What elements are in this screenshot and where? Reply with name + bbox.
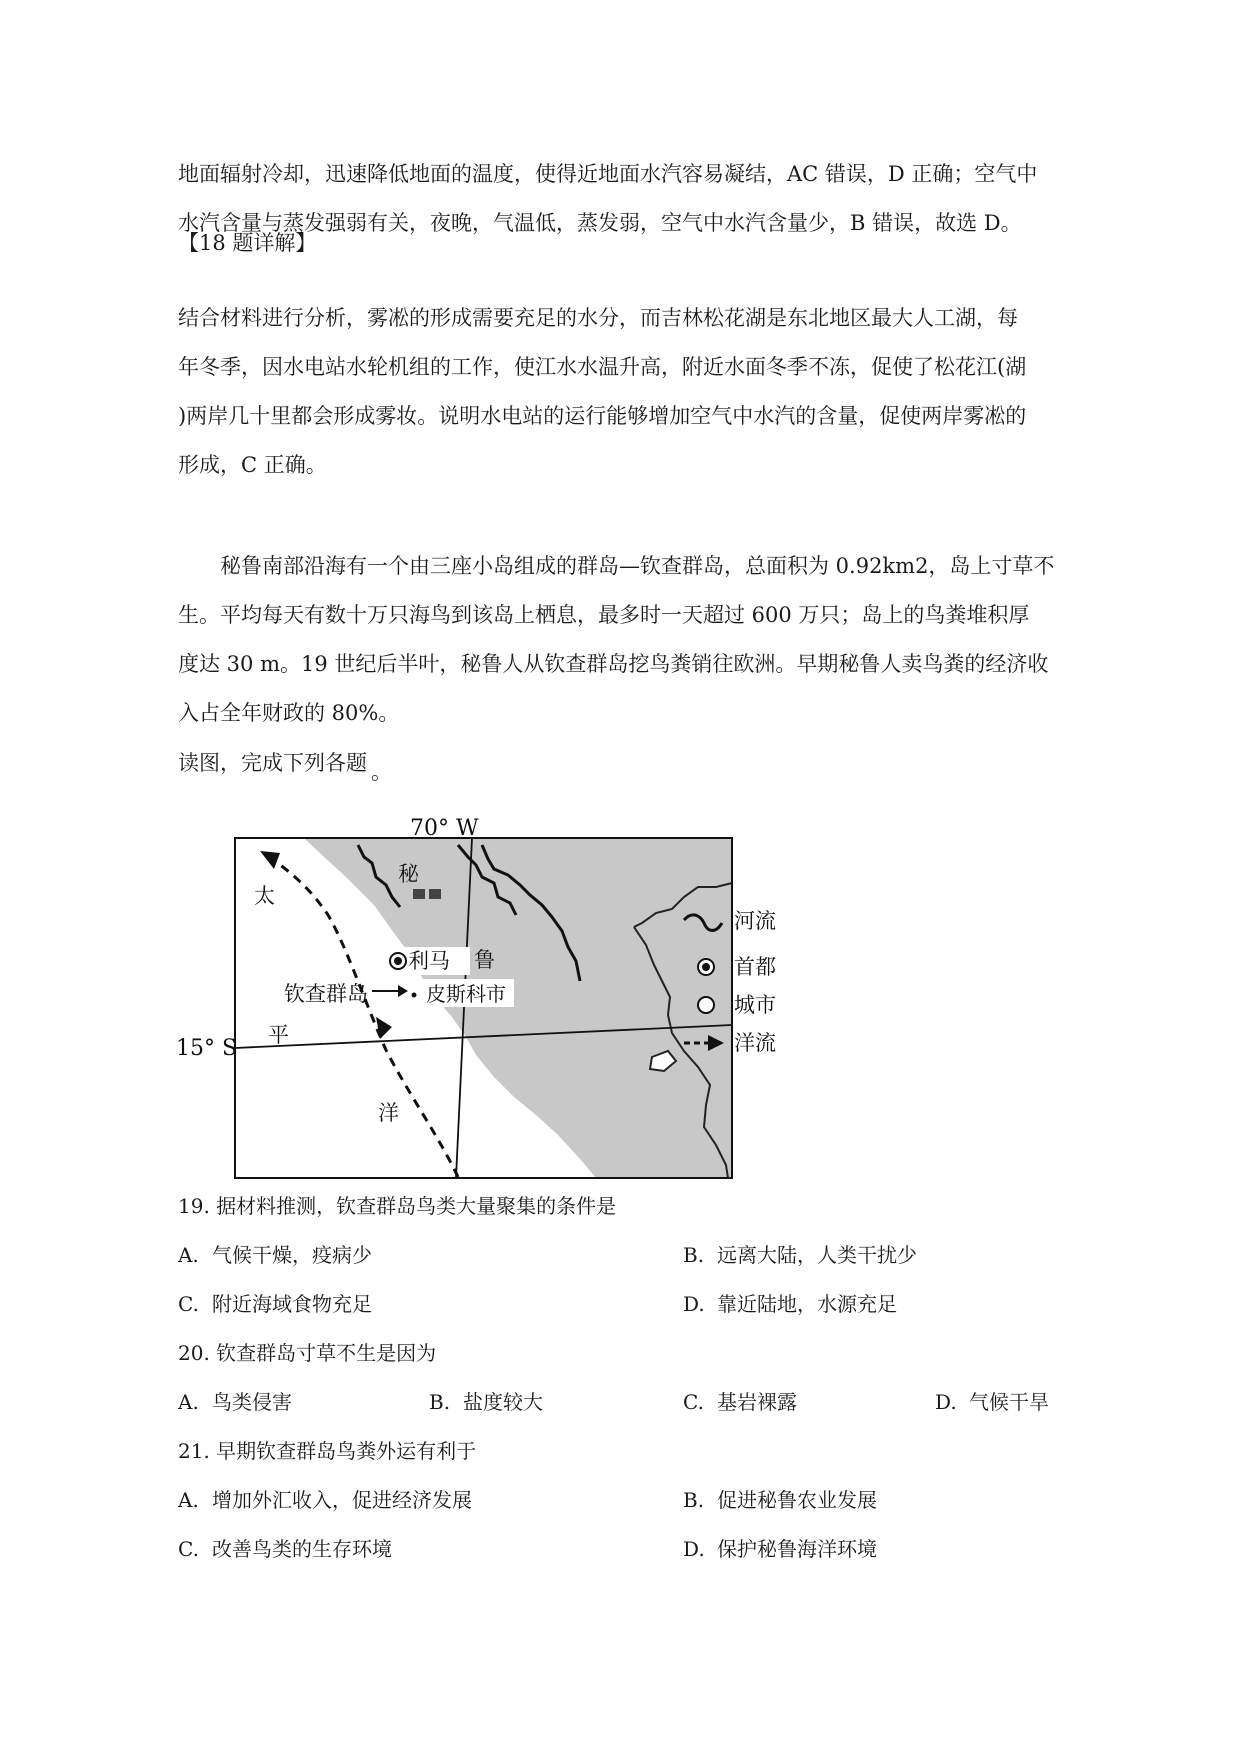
option-text: 气候干燥，疫病少	[212, 1243, 372, 1267]
option-label: D.	[935, 1390, 957, 1414]
option-text: 保护秘鲁海洋环境	[717, 1537, 877, 1561]
option-label: A.	[178, 1488, 199, 1512]
text-line: 年冬季，因水电站水轮机组的工作，使江水水温升高，附近水面冬季不冻，促使了松花江(湖	[178, 355, 1027, 379]
question-18-explanation	[178, 294, 1066, 490]
ocean-char-tai: 太	[254, 884, 275, 908]
option-label: B.	[683, 1243, 705, 1267]
legend-label-city: 城市	[734, 993, 776, 1017]
question-18-heading: 【18 题详解】	[178, 231, 317, 255]
option-label: C.	[683, 1390, 704, 1414]
text-line: 生。平均每天有数十万只海鸟到该岛上栖息，最多时一天超过 600 万只；岛上的鸟粪堆积厚	[178, 603, 1030, 627]
instruction-mark: 。	[371, 760, 392, 784]
option-text: 靠近陆地，水源充足	[717, 1292, 897, 1316]
q19-option-b	[683, 1240, 917, 1270]
text-line: )两岸几十里都会形成雾妆。说明水电站的运行能够增加空气中水汽的含量，促使两岸雾凇的	[178, 404, 1027, 428]
option-label: B.	[683, 1488, 705, 1512]
q19-option-d	[683, 1289, 897, 1319]
island-dot	[412, 993, 417, 998]
option-text: 气候干旱	[969, 1390, 1049, 1414]
q19-option-a	[178, 1240, 372, 1270]
country-char-bi: 秘	[398, 862, 419, 886]
material-paragraph	[178, 542, 1066, 738]
option-text: 附近海域食物充足	[212, 1292, 372, 1316]
option-label: C.	[178, 1537, 199, 1561]
option-label: D.	[683, 1537, 705, 1561]
option-text: 盐度较大	[463, 1390, 543, 1414]
longitude-label: 70° W	[410, 816, 479, 841]
option-text: 促进秘鲁农业发展	[717, 1488, 877, 1512]
option-label: A.	[178, 1390, 199, 1414]
option-label: C.	[178, 1292, 199, 1316]
capital-dot	[394, 957, 402, 965]
city-label: 皮斯科市	[426, 982, 506, 1006]
q20-option-d	[935, 1387, 1049, 1417]
q19-option-c	[178, 1289, 372, 1319]
instruction	[178, 746, 1066, 784]
city-icon	[698, 997, 714, 1013]
q21-option-a	[178, 1485, 472, 1515]
latitude-label: 15° S	[176, 1036, 238, 1061]
capital-icon-dot	[702, 963, 710, 971]
city-block	[413, 889, 425, 899]
option-label: B.	[429, 1390, 451, 1414]
q20-option-b	[429, 1387, 543, 1417]
ocean-char-ping: 平	[268, 1023, 289, 1047]
text-line: 度达 30 m。19 世纪后半叶，秘鲁人从钦查群岛挖鸟粪销往欧洲。早期秘鲁人卖鸟粪的经济收	[178, 652, 1049, 676]
island-label: 钦查群岛	[284, 982, 368, 1006]
text-line: 结合材料进行分析，雾凇的形成需要充足的水分，而吉林松花湖是东北地区最大人工湖，每	[178, 306, 1018, 330]
option-text: 改善鸟类的生存环境	[212, 1537, 392, 1561]
option-label: D.	[683, 1292, 705, 1316]
question-19-stem: 19. 据材料推测，钦查群岛鸟类大量聚集的条件是	[178, 1194, 617, 1218]
option-text: 鸟类侵害	[212, 1390, 292, 1414]
capital-label: 利马	[408, 949, 450, 973]
question-20-stem: 20. 钦查群岛寸草不生是因为	[178, 1341, 437, 1365]
legend-label-current: 洋流	[734, 1031, 776, 1055]
option-text: 基岩裸露	[717, 1390, 797, 1414]
legend-label-capital: 首都	[734, 955, 776, 979]
peru-coast-map	[176, 805, 896, 1185]
city-block	[429, 889, 441, 899]
text-line: 入占全年财政的 80%。	[178, 701, 400, 725]
text-line: 水汽含量与蒸发强弱有关，夜晚，气温低，蒸发弱，空气中水汽含量少，B 错误，故选 D。	[178, 211, 1022, 235]
country-char-lu: 鲁	[474, 948, 495, 972]
text-line: 地面辐射冷却，迅速降低地面的温度，使得近地面水汽容易凝结，AC 错误，D 正确；空气中	[178, 162, 1038, 186]
instruction-text: 读图，完成下列各题	[178, 751, 367, 775]
question-21-stem: 21. 早期钦查群岛鸟粪外运有利于	[178, 1439, 477, 1463]
text-line: 秘鲁南部沿海有一个由三座小岛组成的群岛—钦查群岛，总面积为 0.92km2，岛上寸草不	[220, 554, 1055, 578]
q20-option-a	[178, 1387, 292, 1417]
q20-option-c	[683, 1387, 797, 1417]
legend-label-river: 河流	[734, 909, 776, 933]
ocean-char-yang: 洋	[378, 1101, 399, 1125]
q21-option-c	[178, 1534, 392, 1564]
text-line: 形成，C 正确。	[178, 453, 327, 477]
option-text: 远离大陆，人类干扰少	[717, 1243, 917, 1267]
q21-option-b	[683, 1485, 877, 1515]
option-label: A.	[178, 1243, 199, 1267]
option-text: 增加外汇收入，促进经济发展	[212, 1488, 472, 1512]
q21-option-d	[683, 1534, 877, 1564]
